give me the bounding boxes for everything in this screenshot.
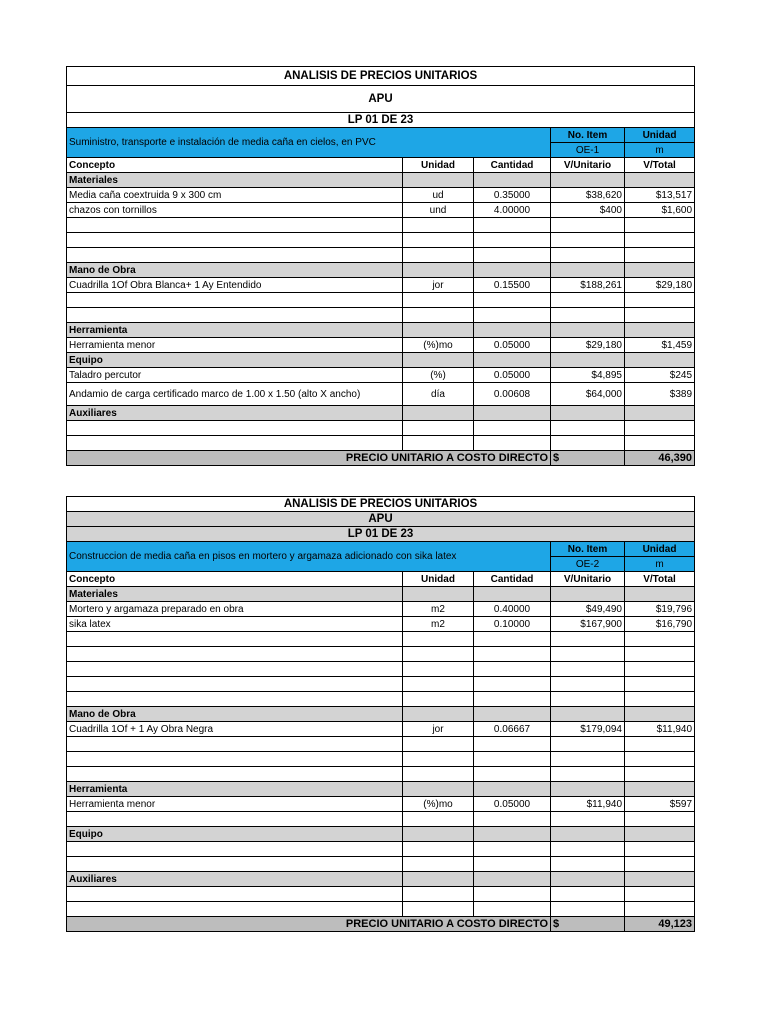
table-row: [67, 421, 695, 436]
table-cell: [67, 857, 403, 872]
table-cell: [551, 902, 625, 917]
table-cell: 0.15500: [474, 278, 551, 293]
table-cell: Cuadrilla 1Of + 1 Ay Obra Negra: [67, 722, 403, 737]
table-row: [67, 248, 695, 263]
table-cell: [403, 293, 474, 308]
table-row: [67, 617, 695, 632]
section-header: Auxiliares: [67, 406, 403, 421]
table-cell: [474, 293, 551, 308]
table-cell: Mortero y argamaza preparado en obra: [67, 602, 403, 617]
table-cell: jor: [403, 278, 474, 293]
table-cell: [403, 692, 474, 707]
table-cell: 0.06667: [474, 722, 551, 737]
table-cell: [67, 218, 403, 233]
table-row: [67, 293, 695, 308]
table-cell: [67, 632, 403, 647]
table-cell: [403, 421, 474, 436]
no-item-label: No. Item: [551, 128, 625, 143]
table-cell: $1,600: [625, 203, 695, 218]
column-header: Concepto: [67, 158, 403, 173]
table-cell: [403, 767, 474, 782]
section-header: Equipo: [67, 827, 403, 842]
table-cell: [625, 737, 695, 752]
table-cell: [403, 662, 474, 677]
item-unit: m: [625, 557, 695, 572]
table-cell: [551, 248, 625, 263]
table-cell: [474, 248, 551, 263]
table-subtitle: APU: [67, 512, 695, 527]
table-cell: $188,261: [551, 278, 625, 293]
table-cell: [403, 308, 474, 323]
table-cell: $29,180: [551, 338, 625, 353]
table-cell: und: [403, 203, 474, 218]
table-row: [67, 632, 695, 647]
column-header: V/Unitario: [551, 158, 625, 173]
table-cell: [625, 677, 695, 692]
table-cell: [551, 647, 625, 662]
table-cell: ud: [403, 188, 474, 203]
table-row: [67, 797, 695, 812]
table-cell: [403, 842, 474, 857]
table-cell: [67, 647, 403, 662]
table-cell: [474, 677, 551, 692]
table-cell: [551, 233, 625, 248]
table-row: [67, 233, 695, 248]
table-cell: [625, 293, 695, 308]
table-cell: [474, 752, 551, 767]
table-cell: [67, 293, 403, 308]
table-cell: [403, 812, 474, 827]
column-header: Cantidad: [474, 158, 551, 173]
table-cell: [551, 812, 625, 827]
table-cell: 0.05000: [474, 338, 551, 353]
table-cell: [67, 421, 403, 436]
table-row: [67, 308, 695, 323]
total-value: 46,390: [625, 451, 695, 466]
table-cell: [474, 308, 551, 323]
table-cell: $13,517: [625, 188, 695, 203]
table-cell: $245: [625, 368, 695, 383]
table-cell: [403, 737, 474, 752]
item-code: OE-2: [551, 557, 625, 572]
total-label: PRECIO UNITARIO A COSTO DIRECTO: [67, 917, 551, 932]
table-cell: [474, 692, 551, 707]
table-cell: [67, 308, 403, 323]
column-header: Unidad: [403, 158, 474, 173]
table-cell: $11,940: [551, 797, 625, 812]
table-row: [67, 692, 695, 707]
section-header: Mano de Obra: [67, 707, 403, 722]
table-cell: [551, 421, 625, 436]
table-cell: [551, 308, 625, 323]
total-currency: $: [551, 451, 625, 466]
table-cell: [625, 692, 695, 707]
table-cell: 0.35000: [474, 188, 551, 203]
column-header: Concepto: [67, 572, 403, 587]
apu-block-1: [66, 66, 694, 466]
table-cell: [551, 767, 625, 782]
table-cell: Andamio de carga certificado marco de 1.00 x 1.50 (alto X ancho): [67, 383, 403, 406]
table-row: [67, 857, 695, 872]
table-cell: 0.05000: [474, 797, 551, 812]
table-cell: [403, 752, 474, 767]
table-cell: $64,000: [551, 383, 625, 406]
column-header: Cantidad: [474, 572, 551, 587]
table-row: [67, 722, 695, 737]
table-cell: $389: [625, 383, 695, 406]
table-cell: $38,620: [551, 188, 625, 203]
table-cell: $49,490: [551, 602, 625, 617]
table-cell: $29,180: [625, 278, 695, 293]
table-cell: [625, 662, 695, 677]
table-cell: $179,094: [551, 722, 625, 737]
table-cell: [67, 436, 403, 451]
table-cell: [551, 737, 625, 752]
table-cell: Herramienta menor: [67, 797, 403, 812]
table-row: [67, 218, 695, 233]
table-cell: $4,895: [551, 368, 625, 383]
table-cell: [474, 887, 551, 902]
table-cell: 4.00000: [474, 203, 551, 218]
table-cell: Media caña coextruida 9 x 300 cm: [67, 188, 403, 203]
table-cell: [67, 692, 403, 707]
section-header: Mano de Obra: [67, 263, 403, 278]
table-cell: [67, 812, 403, 827]
table-cell: chazos con tornillos: [67, 203, 403, 218]
unidad-label: Unidad: [625, 542, 695, 557]
table-cell: [67, 902, 403, 917]
table-cell: [551, 752, 625, 767]
table-cell: [551, 436, 625, 451]
table-cell: [625, 421, 695, 436]
table-cell: [625, 752, 695, 767]
table-row: [67, 752, 695, 767]
table-row: [67, 383, 695, 406]
table-cell: [474, 857, 551, 872]
item-description: Construccion de media caña en pisos en mortero y argamaza adicionado con sika latex: [67, 542, 551, 572]
table-cell: [551, 692, 625, 707]
column-header: V/Unitario: [551, 572, 625, 587]
table-cell: [67, 677, 403, 692]
table-cell: 0.40000: [474, 602, 551, 617]
table-cell: [474, 632, 551, 647]
table-cell: [625, 436, 695, 451]
apu-table: [66, 66, 695, 466]
table-cell: (%)mo: [403, 797, 474, 812]
table-cell: [551, 662, 625, 677]
table-cell: $16,790: [625, 617, 695, 632]
table-title: ANALISIS DE PRECIOS UNITARIOS: [67, 497, 695, 512]
table-cell: [625, 233, 695, 248]
table-cell: [474, 767, 551, 782]
table-cell: $400: [551, 203, 625, 218]
table-cell: [551, 632, 625, 647]
column-header: V/Total: [625, 572, 695, 587]
table-cell: [625, 647, 695, 662]
lp-counter: LP 01 DE 23: [67, 113, 695, 128]
section-header: Materiales: [67, 173, 403, 188]
item-code: OE-1: [551, 143, 625, 158]
table-cell: [403, 887, 474, 902]
table-cell: [403, 248, 474, 263]
table-cell: [403, 677, 474, 692]
table-cell: día: [403, 383, 474, 406]
table-cell: 0.10000: [474, 617, 551, 632]
table-cell: [403, 632, 474, 647]
table-row: [67, 278, 695, 293]
table-cell: [625, 812, 695, 827]
table-row: [67, 887, 695, 902]
section-header: Auxiliares: [67, 872, 403, 887]
table-cell: [625, 632, 695, 647]
table-cell: $597: [625, 797, 695, 812]
table-cell: $11,940: [625, 722, 695, 737]
table-cell: [67, 662, 403, 677]
table-row: [67, 842, 695, 857]
section-header: Herramienta: [67, 323, 403, 338]
table-row: [67, 188, 695, 203]
table-row: [67, 662, 695, 677]
table-cell: (%): [403, 368, 474, 383]
table-cell: [403, 902, 474, 917]
table-cell: [625, 218, 695, 233]
table-row: [67, 812, 695, 827]
item-unit: m: [625, 143, 695, 158]
table-cell: [474, 218, 551, 233]
table-cell: [474, 233, 551, 248]
table-cell: jor: [403, 722, 474, 737]
table-row: [67, 737, 695, 752]
table-cell: [403, 436, 474, 451]
table-cell: m2: [403, 617, 474, 632]
lp-counter: LP 01 DE 23: [67, 527, 695, 542]
table-cell: [67, 752, 403, 767]
table-cell: [551, 887, 625, 902]
table-cell: [551, 293, 625, 308]
no-item-label: No. Item: [551, 542, 625, 557]
table-row: [67, 436, 695, 451]
table-row: [67, 902, 695, 917]
table-cell: [403, 218, 474, 233]
table-cell: [625, 308, 695, 323]
table-cell: Taladro percutor: [67, 368, 403, 383]
table-cell: [551, 218, 625, 233]
table-cell: [625, 842, 695, 857]
total-value: 49,123: [625, 917, 695, 932]
total-currency: $: [551, 917, 625, 932]
table-subtitle: APU: [67, 86, 695, 113]
apu-table: [66, 496, 695, 932]
table-cell: Herramienta menor: [67, 338, 403, 353]
table-cell: [67, 887, 403, 902]
table-row: [67, 203, 695, 218]
table-title: ANALISIS DE PRECIOS UNITARIOS: [67, 67, 695, 86]
table-cell: 0.00608: [474, 383, 551, 406]
apu-block-2: [66, 496, 694, 932]
table-cell: [625, 767, 695, 782]
table-cell: [403, 857, 474, 872]
table-row: [67, 647, 695, 662]
table-cell: [625, 902, 695, 917]
table-cell: $19,796: [625, 602, 695, 617]
table-cell: [625, 857, 695, 872]
table-cell: [551, 857, 625, 872]
table-row: [67, 677, 695, 692]
column-header: V/Total: [625, 158, 695, 173]
table-cell: [474, 812, 551, 827]
section-header: Herramienta: [67, 782, 403, 797]
table-cell: [67, 842, 403, 857]
table-cell: m2: [403, 602, 474, 617]
table-cell: [474, 662, 551, 677]
table-cell: [67, 767, 403, 782]
table-cell: [474, 842, 551, 857]
item-description: Suministro, transporte e instalación de media caña en cielos, en PVC: [67, 128, 551, 158]
table-cell: sika latex: [67, 617, 403, 632]
table-cell: [474, 421, 551, 436]
table-cell: [625, 248, 695, 263]
table-cell: [625, 887, 695, 902]
table-row: [67, 338, 695, 353]
table-cell: $1,459: [625, 338, 695, 353]
total-label: PRECIO UNITARIO A COSTO DIRECTO: [67, 451, 551, 466]
column-header: Unidad: [403, 572, 474, 587]
unidad-label: Unidad: [625, 128, 695, 143]
table-cell: [474, 436, 551, 451]
table-cell: [551, 842, 625, 857]
table-cell: [67, 737, 403, 752]
table-cell: [474, 647, 551, 662]
table-cell: Cuadrilla 1Of Obra Blanca+ 1 Ay Entendido: [67, 278, 403, 293]
table-cell: [67, 248, 403, 263]
table-row: [67, 368, 695, 383]
table-row: [67, 602, 695, 617]
table-cell: [403, 647, 474, 662]
table-cell: $167,900: [551, 617, 625, 632]
table-cell: [403, 233, 474, 248]
table-cell: [474, 737, 551, 752]
table-cell: [551, 677, 625, 692]
table-cell: 0.05000: [474, 368, 551, 383]
section-header: Materiales: [67, 587, 403, 602]
section-header: Equipo: [67, 353, 403, 368]
table-row: [67, 767, 695, 782]
table-cell: [474, 902, 551, 917]
table-cell: [67, 233, 403, 248]
table-cell: (%)mo: [403, 338, 474, 353]
